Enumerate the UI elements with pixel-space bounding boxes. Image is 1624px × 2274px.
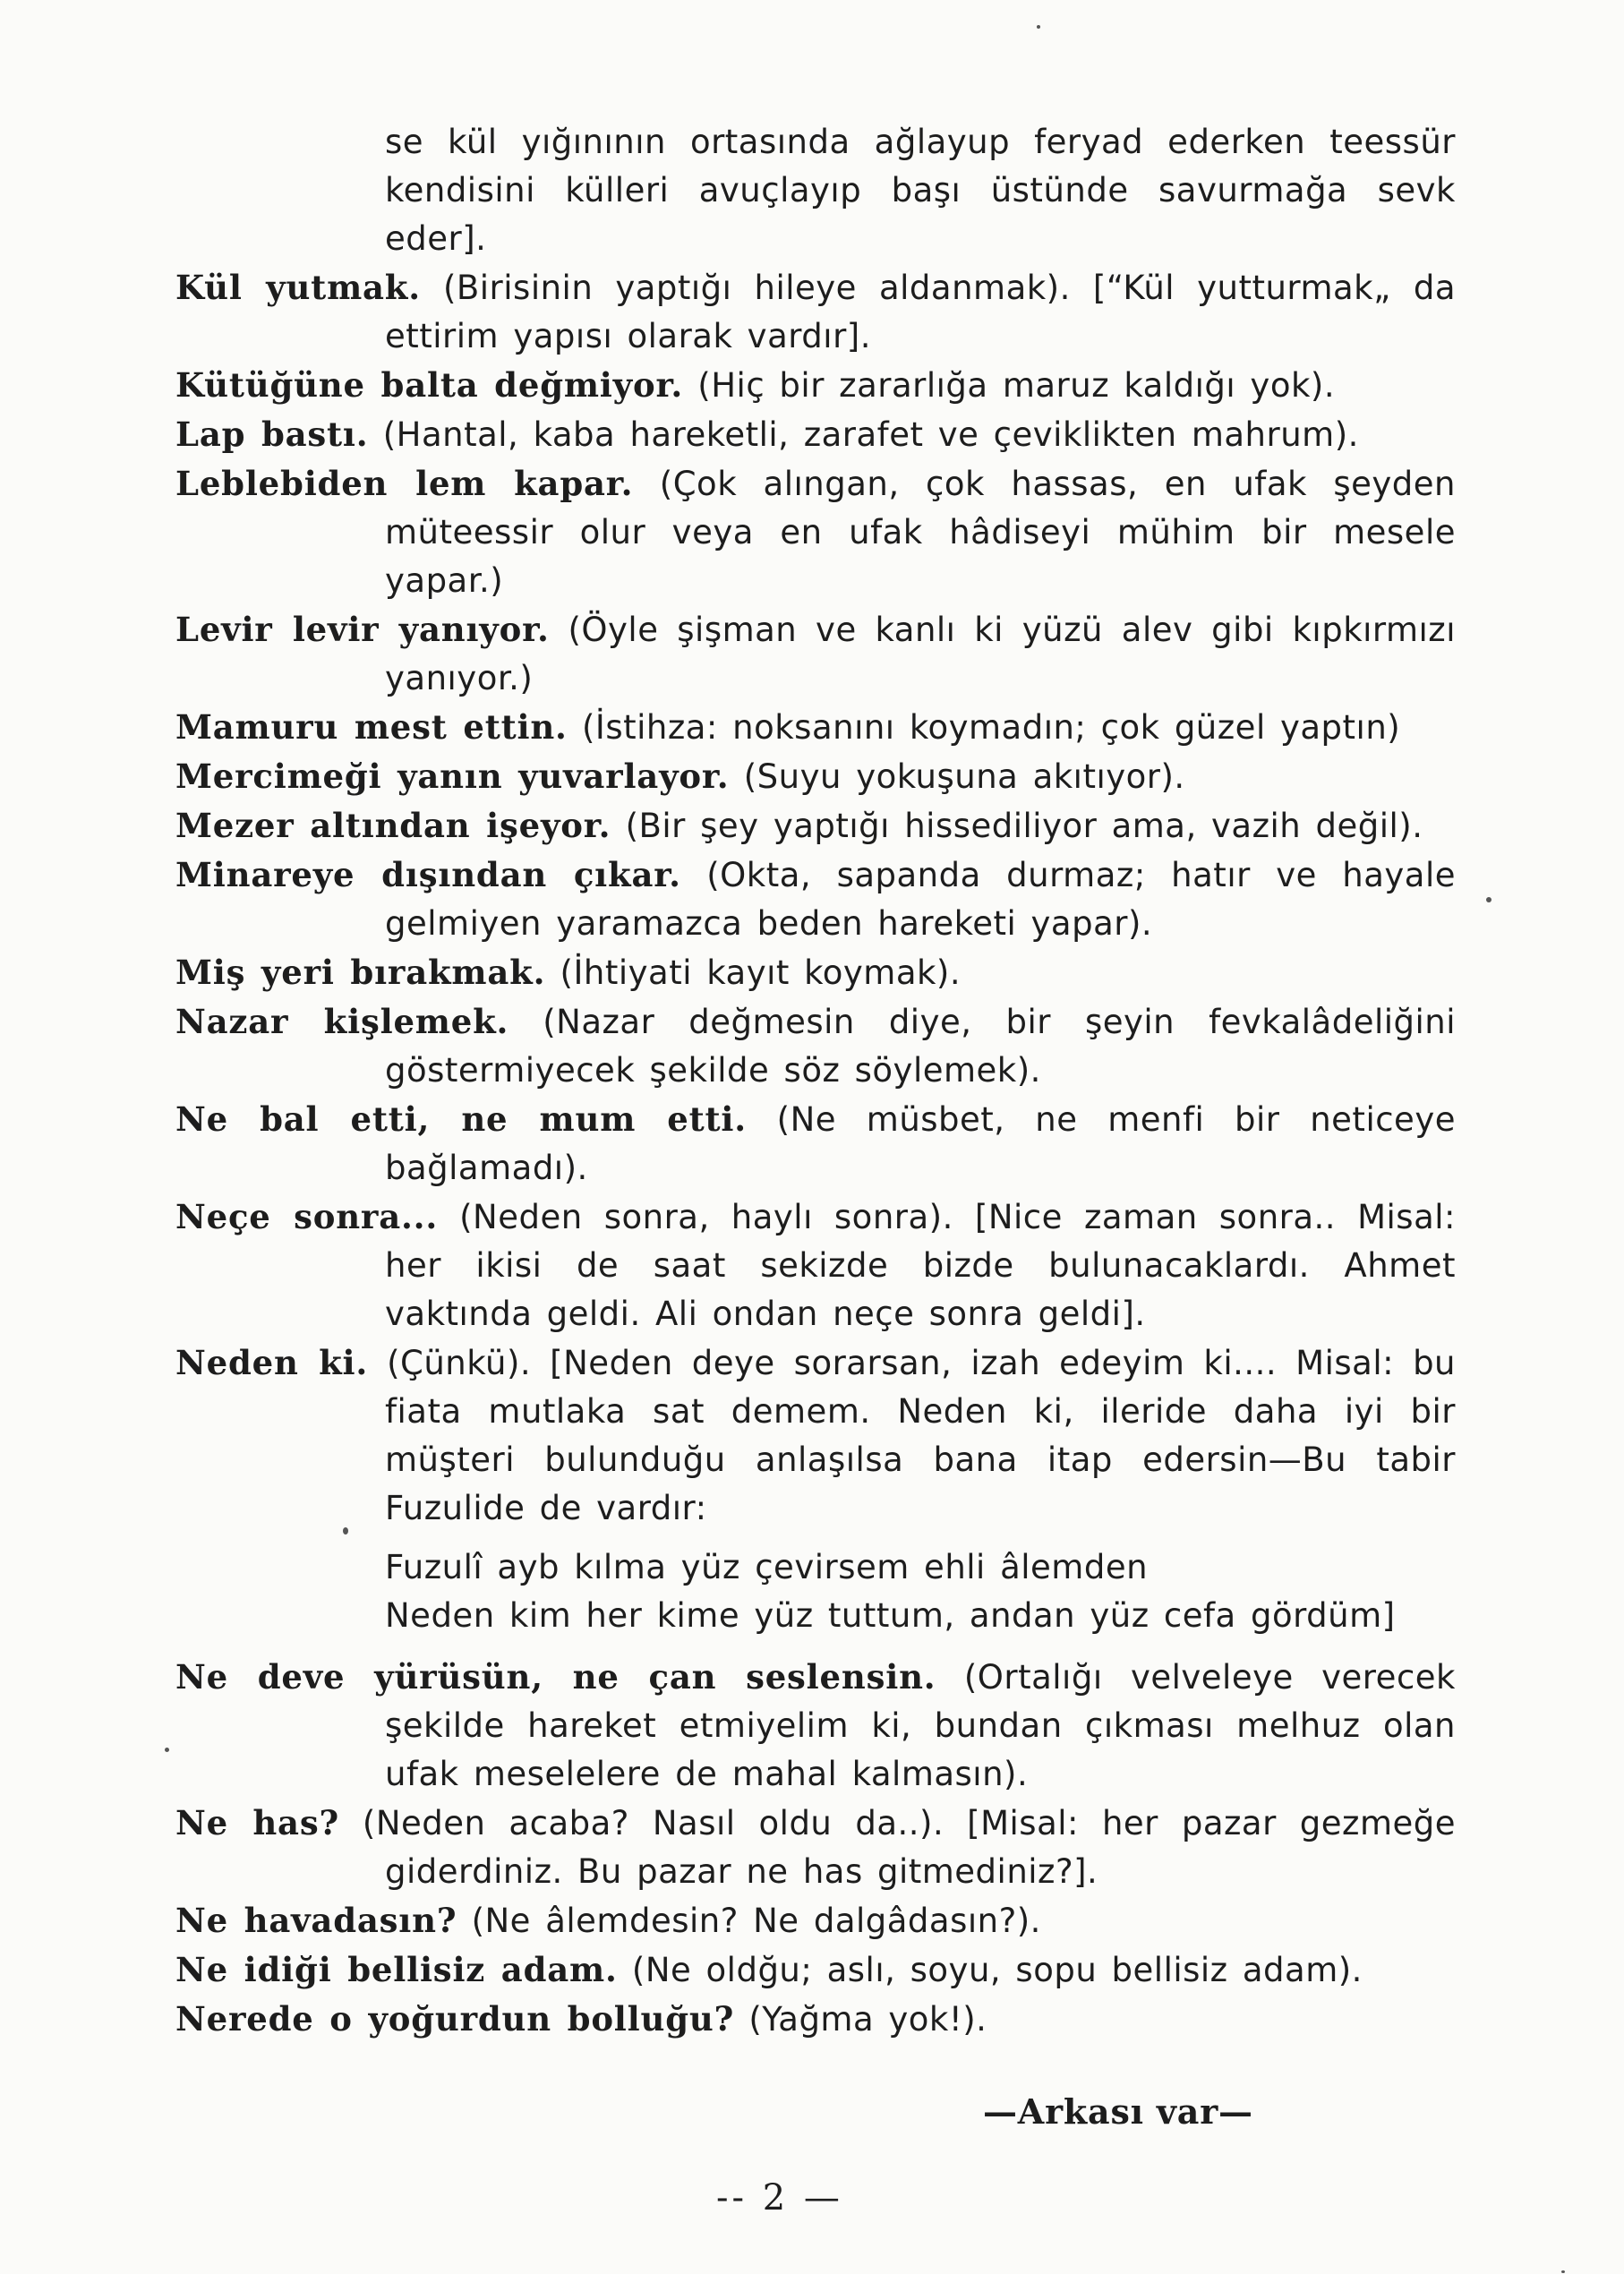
continuation-text: se kül yığınının ortasında ağlayup feryad ederken teessür kendisini külleri avuçlayıp başı üstünde savurmağa sevk eder]. xyxy=(385,123,1456,258)
scan-speck xyxy=(1561,2270,1565,2273)
entries-list-2 xyxy=(175,1653,1456,2044)
dictionary-page xyxy=(175,118,1456,2044)
scan-speck xyxy=(1486,897,1492,902)
entry-head: Nazar kişlemek. xyxy=(175,1002,509,1041)
entry-head: Mezer altından işeyor. xyxy=(175,806,611,845)
verse-block xyxy=(175,1543,1456,1640)
entry xyxy=(175,1095,1456,1193)
entry-head: Ne deve yürüsün, ne çan seslensin. xyxy=(175,1657,936,1697)
entry-text: (Ortalığı velveleye verecek şekilde hareket etmiyelim ki, bundan çıkması melhuz olan ufak meselelere de mahal kalmasın). xyxy=(385,1658,1456,1793)
entry-head: Mamuru mest ettin. xyxy=(175,707,568,747)
entry-text: (Hiç bir zararlığa maruz kaldığı yok). xyxy=(683,366,1336,405)
entry xyxy=(175,1193,1456,1338)
entry-text: (Yağma yok!). xyxy=(734,2000,987,2039)
entry-text: (Nazar değmesin diye, bir şeyin fevkalâdeliğini göstermiyecek şekilde söz söylemek). xyxy=(385,1003,1457,1090)
entry xyxy=(175,1995,1456,2044)
to-be-continued: —Arkası var— xyxy=(983,2091,1253,2132)
entry-text: (Neden sonra, haylı sonra). [Nice zaman sonra.. Misal: her ikisi de saat sekizde bizde bulunacaklardı. Ahmet vaktında geldi. Ali ondan neçe sonra geldi]. xyxy=(385,1198,1456,1333)
entry xyxy=(175,703,1456,752)
entry xyxy=(175,1896,1456,1945)
page-number: -- 2 — xyxy=(716,2177,843,2218)
entry xyxy=(175,997,1456,1095)
entry-head: Neçe sonra... xyxy=(175,1197,439,1236)
entries-list-1 xyxy=(175,263,1456,1533)
entry-head: Kül yutmak. xyxy=(175,268,421,307)
entry-text: (Okta, sapanda durmaz; hatır ve hayale gelmiyen yaramazca beden hareketi yapar). xyxy=(385,856,1456,943)
entry xyxy=(175,801,1456,851)
entry-text: (Hantal, kaba hareketli, zarafet ve çeviklikten mahrum). xyxy=(368,415,1359,454)
entry-head: Ne has? xyxy=(175,1803,339,1842)
entry-text: (Ne müsbet, ne menfi bir neticeye bağlamadı). xyxy=(385,1100,1456,1187)
entry xyxy=(175,361,1456,410)
entry xyxy=(175,1799,1456,1896)
entry-text: (Bir şey yaptığı hissediliyor ama, vazih değil). xyxy=(611,807,1423,845)
verse-line: Neden kim her kime yüz tuttum, andan yüz cefa gördüm] xyxy=(385,1596,1396,1635)
scan-speck xyxy=(1037,25,1040,29)
scan-speck xyxy=(343,1527,348,1535)
entry xyxy=(175,948,1456,997)
entry-head: Ne bal etti, ne mum etti. xyxy=(175,1099,747,1139)
entry-head: Miş yeri bırakmak. xyxy=(175,953,546,992)
entry-head: Levir levir yanıyor. xyxy=(175,610,550,649)
entry xyxy=(175,1653,1456,1799)
entry-head: Nerede o yoğurdun bolluğu? xyxy=(175,1999,735,2039)
entry-text: (Ne oldğu; aslı, soyu, sopu bellisiz adam). xyxy=(617,1951,1363,1989)
entry-text: (Çünkü). [Neden deye sorarsan, izah edeyim ki.... Misal: bu fiata mutlaka sat demem. Neden ki, ileride daha iyi bir müşteri bulunduğu anlaşılsa bana itap edersin—Bu tabir Fuzulide de vardır: xyxy=(368,1344,1457,1527)
entry-head: Ne idiği bellisiz adam. xyxy=(175,1950,618,1989)
entry-text: (Birisinin yaptığı hileye aldanmak). [“Kül yutturmak„ da ettirim yapısı olarak vardır]. xyxy=(385,269,1456,355)
entry-head: Leblebiden lem kapar. xyxy=(175,464,634,503)
entry xyxy=(175,1945,1456,1995)
entry-head: Minareye dışından çıkar. xyxy=(175,855,681,894)
entry xyxy=(175,605,1456,703)
entry-head: Mercimeği yanın yuvarlayor. xyxy=(175,757,730,796)
entry-text: (Öyle şişman ve kanlı ki yüzü alev gibi kıpkırmızı yanıyor.) xyxy=(385,611,1456,697)
entry-text: (İhtiyati kayıt koymak). xyxy=(545,953,962,992)
entry-head: Kütüğüne balta değmiyor. xyxy=(175,365,684,405)
entry-head: Neden ki. xyxy=(175,1343,369,1382)
verse-line: Fuzulî ayb kılma yüz çevirsem ehli âlemden xyxy=(385,1548,1149,1586)
entry-text: (İstihza: noksanını koymadın; çok güzel yaptın) xyxy=(567,708,1401,747)
entry xyxy=(175,459,1456,605)
entry xyxy=(175,752,1456,801)
entry-text: (Çok alıngan, çok hassas, en ufak şeyden müteessir olur veya en ufak hâdiseyi mühim bir mesele yapar.) xyxy=(385,465,1456,600)
entry-text: (Ne âlemdesin? Ne dalgâdasın?). xyxy=(457,1902,1041,1940)
entry-text: (Suyu yokuşuna akıtıyor). xyxy=(729,757,1185,796)
entry-text: (Neden acaba? Nasıl oldu da..). [Misal: her pazar gezmeğe giderdiniz. Bu pazar ne has gitmediniz?]. xyxy=(338,1804,1456,1891)
entry xyxy=(175,1338,1456,1533)
entry xyxy=(175,851,1456,948)
entry xyxy=(175,263,1456,361)
entry xyxy=(175,410,1456,459)
entry-head: Ne havadasın? xyxy=(175,1901,457,1940)
scan-speck xyxy=(165,1748,169,1752)
entry-head: Lap bastı. xyxy=(175,415,369,454)
